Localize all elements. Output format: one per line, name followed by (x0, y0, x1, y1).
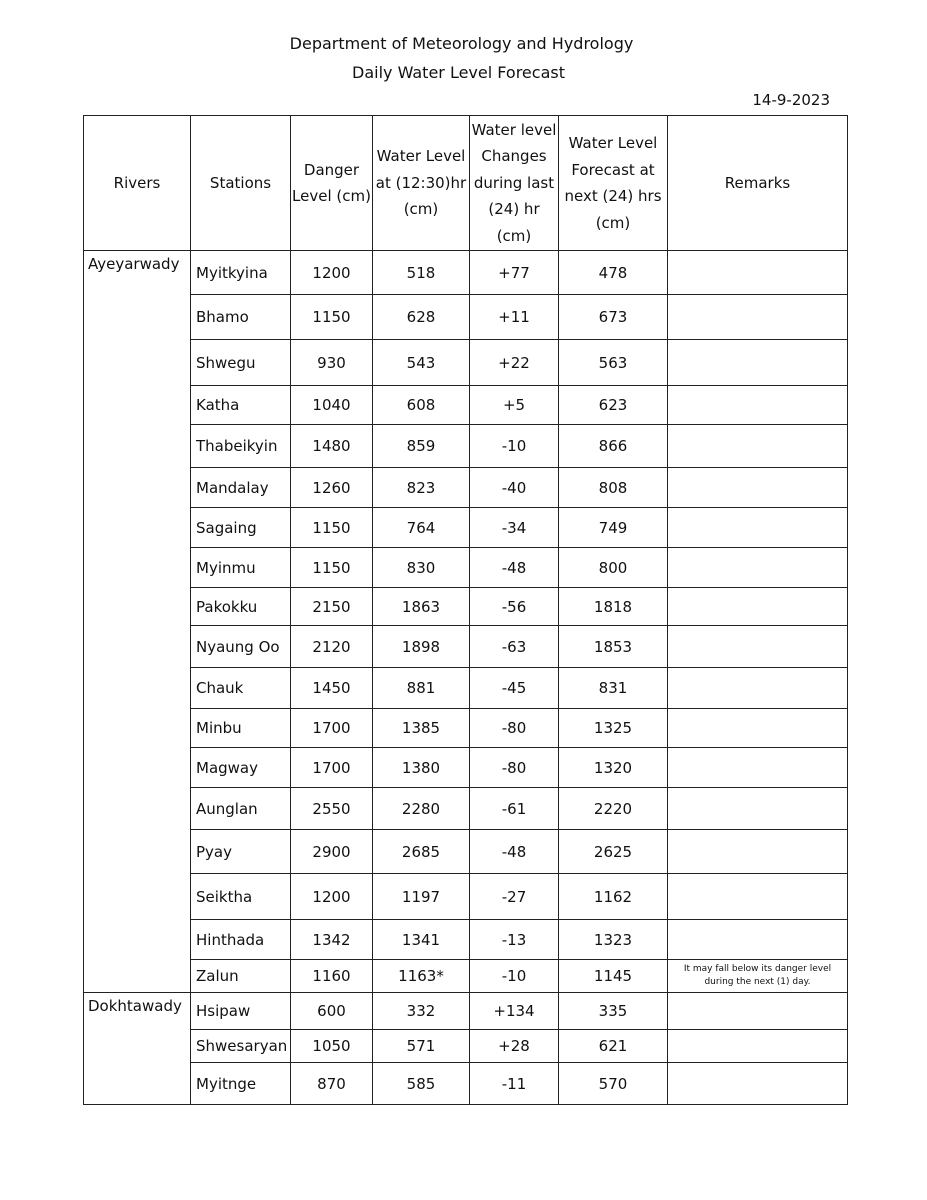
water-level-table (83, 115, 848, 1105)
danger-level: 1200 (291, 251, 373, 295)
station-name: Minbu (191, 709, 291, 748)
table-row (84, 626, 848, 668)
col-header-rivers: Rivers (84, 116, 191, 251)
remark (668, 386, 848, 425)
forecast-level: 623 (559, 386, 668, 425)
station-name: Zalun (191, 960, 291, 993)
forecast-level: 831 (559, 668, 668, 709)
station-name: Katha (191, 386, 291, 425)
remark (668, 1063, 848, 1105)
table-row (84, 788, 848, 830)
station-name: Seiktha (191, 874, 291, 920)
river-name: Dokhtawady (84, 993, 191, 1105)
danger-level: 2550 (291, 788, 373, 830)
table-row (84, 425, 848, 468)
water-level: 628 (373, 295, 470, 340)
water-level: 571 (373, 1030, 470, 1063)
remark (668, 1030, 848, 1063)
station-name: Pakokku (191, 588, 291, 626)
table-row (84, 830, 848, 874)
report-date: 14-9-2023 (752, 91, 830, 109)
forecast-level: 808 (559, 468, 668, 508)
remark (668, 340, 848, 386)
water-level: 830 (373, 548, 470, 588)
danger-level: 1160 (291, 960, 373, 993)
station-name: Myitkyina (191, 251, 291, 295)
remark (668, 993, 848, 1030)
forecast-level: 866 (559, 425, 668, 468)
level-change: +28 (470, 1030, 559, 1063)
forecast-level: 749 (559, 508, 668, 548)
level-change: -27 (470, 874, 559, 920)
table-row (84, 508, 848, 548)
level-change: -48 (470, 830, 559, 874)
forecast-level: 570 (559, 1063, 668, 1105)
danger-level: 1150 (291, 548, 373, 588)
danger-level: 1040 (291, 386, 373, 425)
station-name: Myitnge (191, 1063, 291, 1105)
station-name: Myinmu (191, 548, 291, 588)
station-name: Shwegu (191, 340, 291, 386)
table-row (84, 588, 848, 626)
river-name: Ayeyarwady (84, 251, 191, 993)
remark (668, 508, 848, 548)
remark (668, 668, 848, 709)
water-level: 585 (373, 1063, 470, 1105)
table-row (84, 251, 848, 295)
forecast-level: 1320 (559, 748, 668, 788)
remark (668, 548, 848, 588)
table-row (84, 1063, 848, 1105)
danger-level: 1200 (291, 874, 373, 920)
water-level: 881 (373, 668, 470, 709)
level-change: +11 (470, 295, 559, 340)
level-change: +77 (470, 251, 559, 295)
danger-level: 2900 (291, 830, 373, 874)
danger-level: 1342 (291, 920, 373, 960)
water-level: 1341 (373, 920, 470, 960)
level-change: -61 (470, 788, 559, 830)
table-row (84, 1030, 848, 1063)
level-change: -56 (470, 588, 559, 626)
water-level: 859 (373, 425, 470, 468)
level-change: -45 (470, 668, 559, 709)
danger-level: 870 (291, 1063, 373, 1105)
org-title: Department of Meteorology and Hydrology (289, 34, 634, 53)
forecast-level: 335 (559, 993, 668, 1030)
remark (668, 468, 848, 508)
level-change: -40 (470, 468, 559, 508)
table-row (84, 960, 848, 993)
level-change: -63 (470, 626, 559, 668)
forecast-level: 2220 (559, 788, 668, 830)
table-row (84, 340, 848, 386)
danger-level: 2120 (291, 626, 373, 668)
forecast-level: 800 (559, 548, 668, 588)
remark (668, 709, 848, 748)
forecast-level: 1325 (559, 709, 668, 748)
water-level: 1197 (373, 874, 470, 920)
level-change: -80 (470, 748, 559, 788)
remark (668, 588, 848, 626)
table-row (84, 748, 848, 788)
forecast-level: 1853 (559, 626, 668, 668)
forecast-level: 621 (559, 1030, 668, 1063)
forecast-level: 2625 (559, 830, 668, 874)
water-level: 1863 (373, 588, 470, 626)
water-level: 518 (373, 251, 470, 295)
col-header-forecast: Water Level Forecast at next (24) hrs (cm) (559, 116, 668, 251)
danger-level: 1050 (291, 1030, 373, 1063)
col-header-changes: Water level Changes during last (24) hr (cm) (470, 116, 559, 251)
forecast-level: 563 (559, 340, 668, 386)
level-change: +5 (470, 386, 559, 425)
level-change: -48 (470, 548, 559, 588)
forecast-level: 1162 (559, 874, 668, 920)
water-level: 608 (373, 386, 470, 425)
table-row (84, 920, 848, 960)
water-level: 764 (373, 508, 470, 548)
station-name: Pyay (191, 830, 291, 874)
station-name: Hsipaw (191, 993, 291, 1030)
page-title: Daily Water Level Forecast (352, 63, 565, 82)
col-header-stations: Stations (191, 116, 291, 251)
table-row (84, 668, 848, 709)
forecast-level: 478 (559, 251, 668, 295)
table-row (84, 993, 848, 1030)
level-change: -13 (470, 920, 559, 960)
table-row (84, 468, 848, 508)
water-level: 332 (373, 993, 470, 1030)
table-row (84, 386, 848, 425)
danger-level: 1150 (291, 508, 373, 548)
water-level: 1163* (373, 960, 470, 993)
station-name: Shwesaryan (191, 1030, 291, 1063)
station-name: Thabeikyin (191, 425, 291, 468)
forecast-level: 1145 (559, 960, 668, 993)
table-row (84, 548, 848, 588)
station-name: Aunglan (191, 788, 291, 830)
remark (668, 874, 848, 920)
danger-level: 600 (291, 993, 373, 1030)
header-row (84, 116, 848, 251)
level-change: -34 (470, 508, 559, 548)
water-level: 1380 (373, 748, 470, 788)
danger-level: 1260 (291, 468, 373, 508)
danger-level: 2150 (291, 588, 373, 626)
water-level: 1385 (373, 709, 470, 748)
table-row (84, 709, 848, 748)
remark (668, 920, 848, 960)
remark (668, 748, 848, 788)
danger-level: 1480 (291, 425, 373, 468)
remark: It may fall below its danger level during the next (1) day. (668, 960, 848, 993)
remark (668, 295, 848, 340)
level-change: +134 (470, 993, 559, 1030)
station-name: Mandalay (191, 468, 291, 508)
station-name: Sagaing (191, 508, 291, 548)
danger-level: 1450 (291, 668, 373, 709)
col-header-water-level: Water Level at (12:30)hr (cm) (373, 116, 470, 251)
level-change: -10 (470, 425, 559, 468)
level-change: +22 (470, 340, 559, 386)
level-change: -80 (470, 709, 559, 748)
level-change: -10 (470, 960, 559, 993)
station-name: Nyaung Oo (191, 626, 291, 668)
water-level: 2685 (373, 830, 470, 874)
forecast-level: 673 (559, 295, 668, 340)
remark (668, 830, 848, 874)
col-header-remarks: Remarks (668, 116, 848, 251)
table-row (84, 295, 848, 340)
station-name: Magway (191, 748, 291, 788)
water-level: 823 (373, 468, 470, 508)
water-level: 543 (373, 340, 470, 386)
forecast-level: 1323 (559, 920, 668, 960)
station-name: Chauk (191, 668, 291, 709)
level-change: -11 (470, 1063, 559, 1105)
forecast-level: 1818 (559, 588, 668, 626)
water-level: 1898 (373, 626, 470, 668)
danger-level: 1700 (291, 748, 373, 788)
col-header-danger-level: Danger Level (cm) (291, 116, 373, 251)
station-name: Hinthada (191, 920, 291, 960)
danger-level: 1700 (291, 709, 373, 748)
table-row (84, 874, 848, 920)
station-name: Bhamo (191, 295, 291, 340)
danger-level: 930 (291, 340, 373, 386)
water-level: 2280 (373, 788, 470, 830)
remark (668, 251, 848, 295)
remark (668, 425, 848, 468)
danger-level: 1150 (291, 295, 373, 340)
remark (668, 788, 848, 830)
remark (668, 626, 848, 668)
